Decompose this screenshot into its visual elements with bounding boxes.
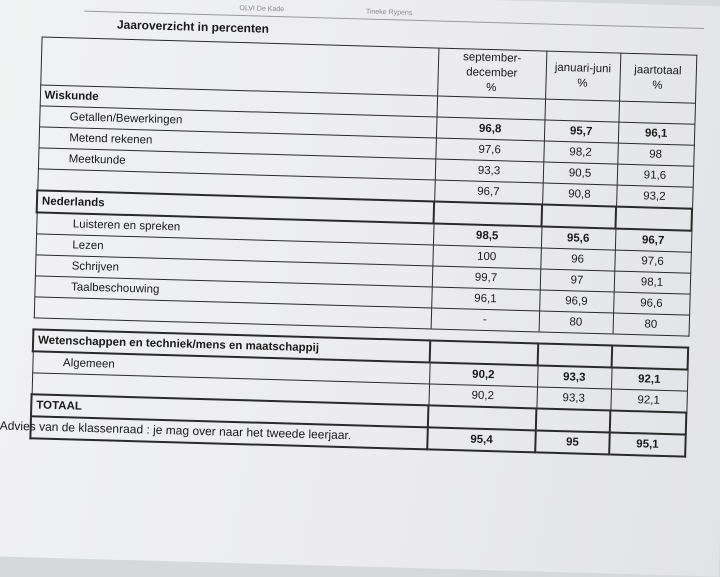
value-sep-dec: - — [431, 308, 540, 332]
section-title: Nederlands — [37, 190, 434, 223]
value-sep-dec: 93,3 — [435, 159, 544, 183]
value-total: 93,2 — [616, 185, 693, 209]
value-total: 92,1 — [611, 368, 688, 392]
teacher-name: Tineke Rypens — [365, 8, 413, 17]
grades-table — [29, 36, 697, 457]
row-label: Schrijven — [35, 255, 432, 287]
value-jan-jun: 97 — [540, 269, 615, 292]
value-sep-dec: 99,7 — [432, 266, 541, 290]
col-jan-jun-unit: % — [577, 76, 588, 90]
value-jan-jun: 95,7 — [544, 120, 619, 143]
row-label: Getallen/Bewerkingen — [39, 106, 436, 138]
value-jan-jun: 98,2 — [543, 141, 618, 164]
col-sep-dec-label: september-december — [462, 51, 522, 80]
value-sep-dec: 100 — [432, 245, 541, 269]
row-label: Metend rekenen — [38, 127, 435, 159]
row-label: Luisteren en spreken — [36, 212, 433, 245]
col-sep-dec — [437, 48, 546, 99]
value-sep-dec: 97,6 — [435, 138, 544, 162]
value-jan-jun: 96 — [540, 248, 615, 271]
col-jan-jun-label: januari-juni — [554, 61, 612, 75]
report-title: Jaaroverzicht in percenten — [116, 17, 270, 36]
total-year: 95,1 — [609, 432, 686, 456]
section-title: Wiskunde — [40, 85, 437, 117]
value-sep-dec: 96,7 — [434, 180, 543, 205]
value-total: 91,6 — [617, 164, 694, 187]
value-total: 92,1 — [610, 389, 687, 413]
col-total-label: jaartotaal — [634, 63, 682, 77]
col-total — [619, 53, 696, 103]
value-jan-jun: 96,9 — [539, 290, 614, 313]
school-name: OLVI De Kade — [239, 4, 285, 14]
value-total: 97,6 — [614, 250, 691, 273]
total-sep-dec: 95,4 — [427, 427, 536, 452]
value-sep-dec: 90,2 — [429, 362, 538, 387]
total-label: TOTAAL — [31, 394, 428, 427]
row-label: Meetkunde — [38, 148, 435, 180]
value-sep-dec: 90,2 — [428, 384, 537, 409]
total-jan-jun: 95 — [535, 430, 610, 454]
class-council-advice: Advies van de klassenraad : je mag over naar het tweede leerjaar. — [0, 418, 352, 443]
value-total: 96,7 — [615, 229, 692, 253]
col-sep-dec-unit: % — [486, 81, 497, 95]
value-jan-jun: 90,5 — [543, 162, 618, 185]
row-label: Lezen — [36, 234, 433, 266]
value-jan-jun: 95,6 — [541, 226, 616, 250]
value-jan-jun: 93,3 — [537, 365, 612, 389]
value-total: 80 — [613, 313, 690, 336]
value-sep-dec: 98,5 — [433, 223, 542, 248]
value-total: 98 — [617, 143, 694, 166]
col-jan-jun — [545, 51, 620, 101]
value-sep-dec: 96,8 — [436, 117, 545, 141]
value-jan-jun: 93,3 — [536, 387, 611, 411]
value-jan-jun: 90,8 — [542, 183, 617, 207]
col-total-unit: % — [652, 79, 663, 92]
row-label: Algemeen — [32, 351, 429, 384]
section-title: Wetenschappen en techniek/mens en maatschappij — [33, 329, 430, 362]
value-jan-jun: 80 — [539, 311, 614, 334]
value-total: 96,1 — [618, 122, 695, 145]
row-label: Taalbeschouwing — [34, 276, 431, 308]
value-total: 98,1 — [614, 271, 691, 294]
value-total: 96,6 — [613, 292, 690, 315]
value-sep-dec: 96,1 — [431, 287, 540, 311]
